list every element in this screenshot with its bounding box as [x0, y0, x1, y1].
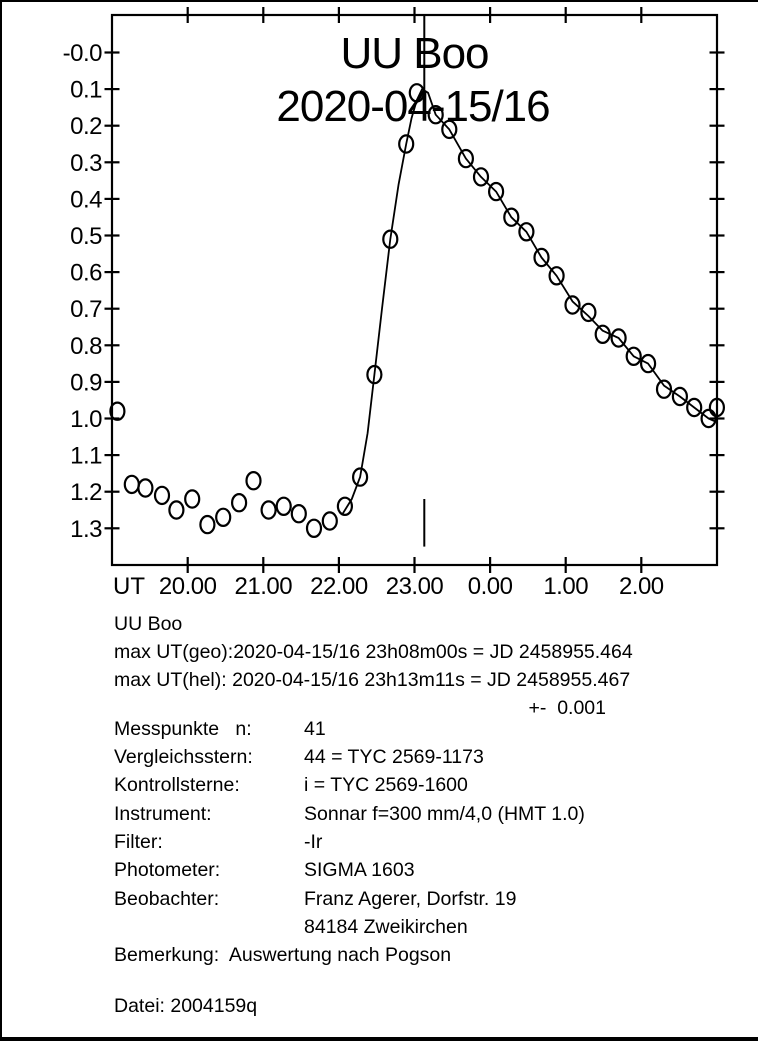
info-row [114, 831, 734, 854]
data-point [338, 498, 352, 515]
info-row-label: Filter: [114, 831, 163, 853]
info-max-hel-line: max UT(hel): 2020-04-15/16 23h13m11s = JD 2458955.467 [114, 669, 631, 691]
y-tick-label: 0.9 [70, 369, 102, 397]
info-row-value: 41 [304, 718, 326, 740]
data-point [232, 494, 246, 511]
data-point [277, 498, 291, 515]
info-row [114, 916, 734, 939]
data-point [307, 520, 321, 537]
info-row-label: Kontrollsterne: [114, 774, 240, 796]
y-tick-label: 1.0 [70, 406, 102, 433]
info-row-value: i = TYC 2569-1600 [304, 774, 468, 796]
y-tick-label: 1.2 [70, 479, 102, 507]
data-point [262, 501, 276, 518]
data-point [596, 326, 610, 343]
info-row-value: SIGMA 1603 [304, 859, 415, 881]
data-point [216, 509, 230, 526]
info-row [114, 718, 734, 741]
info-row [114, 803, 734, 826]
y-tick-label: 0.1 [70, 76, 102, 104]
data-point [323, 512, 337, 529]
info-row-label: Beobachter: [114, 888, 220, 910]
y-tick-label: -0.0 [62, 40, 102, 67]
y-tick-label: 0.4 [70, 186, 102, 214]
x-tick-label: 22.00 [310, 573, 368, 600]
info-row-label: Instrument: [114, 803, 212, 825]
x-tick-label: 21.00 [234, 573, 293, 600]
y-tick-label: 0.6 [70, 259, 102, 287]
info-row-value: Sonnar f=300 mm/4,0 (HMT 1.0) [304, 803, 585, 825]
info-max-geo-line: max UT(geo):2020-04-15/16 23h08m00s = JD 2458955.464 [114, 641, 633, 663]
x-tick-label: 0.00 [467, 573, 513, 600]
data-point [169, 501, 183, 518]
y-tick-label: 1.3 [70, 515, 102, 543]
info-file-line: Datei: 2004159q [114, 995, 258, 1017]
fit-curve [343, 89, 717, 514]
info-row-value: -Ir [304, 831, 323, 853]
light-curve-chart [2, 2, 758, 608]
y-tick-label: 0.7 [70, 296, 102, 324]
info-remark-line: Bemerkung: Auswertung nach Pogson [114, 944, 452, 966]
x-tick-label: 1.00 [543, 573, 589, 600]
x-axis-unit-label: UT [113, 573, 145, 600]
info-row [114, 888, 734, 911]
info-star-name: UU Boo [114, 613, 183, 635]
y-tick-label: 0.2 [70, 113, 102, 141]
info-row [114, 774, 734, 797]
data-point [155, 487, 169, 504]
info-row [114, 746, 734, 769]
info-row-value: 84184 Zweikirchen [304, 916, 468, 938]
y-tick-label: 0.3 [70, 149, 102, 177]
x-tick-label: 20.00 [158, 573, 217, 600]
info-row-label: Photometer: [114, 859, 221, 881]
data-point [125, 476, 139, 493]
x-tick-label: 2.00 [618, 573, 664, 600]
data-point [185, 490, 199, 507]
info-row-value: 44 = TYC 2569-1173 [304, 746, 484, 768]
data-point [247, 472, 261, 489]
info-row-value: Franz Agerer, Dorfstr. 19 [304, 888, 517, 910]
y-tick-label: 0.5 [70, 223, 102, 250]
info-row [114, 859, 734, 882]
chart-subtitle: 2020-04-15/16 [276, 82, 550, 131]
y-tick-label: 0.8 [70, 332, 102, 360]
info-uncertainty: +- 0.001 [528, 697, 606, 719]
data-point [200, 516, 214, 533]
chart-title: UU Boo [340, 29, 489, 78]
data-point [138, 479, 152, 496]
x-tick-label: 23.00 [385, 573, 444, 600]
info-row-label: Messpunkte n: [114, 718, 252, 740]
y-tick-label: 1.1 [70, 442, 102, 470]
info-row-label: Vergleichsstern: [114, 746, 253, 768]
data-point [292, 505, 306, 522]
